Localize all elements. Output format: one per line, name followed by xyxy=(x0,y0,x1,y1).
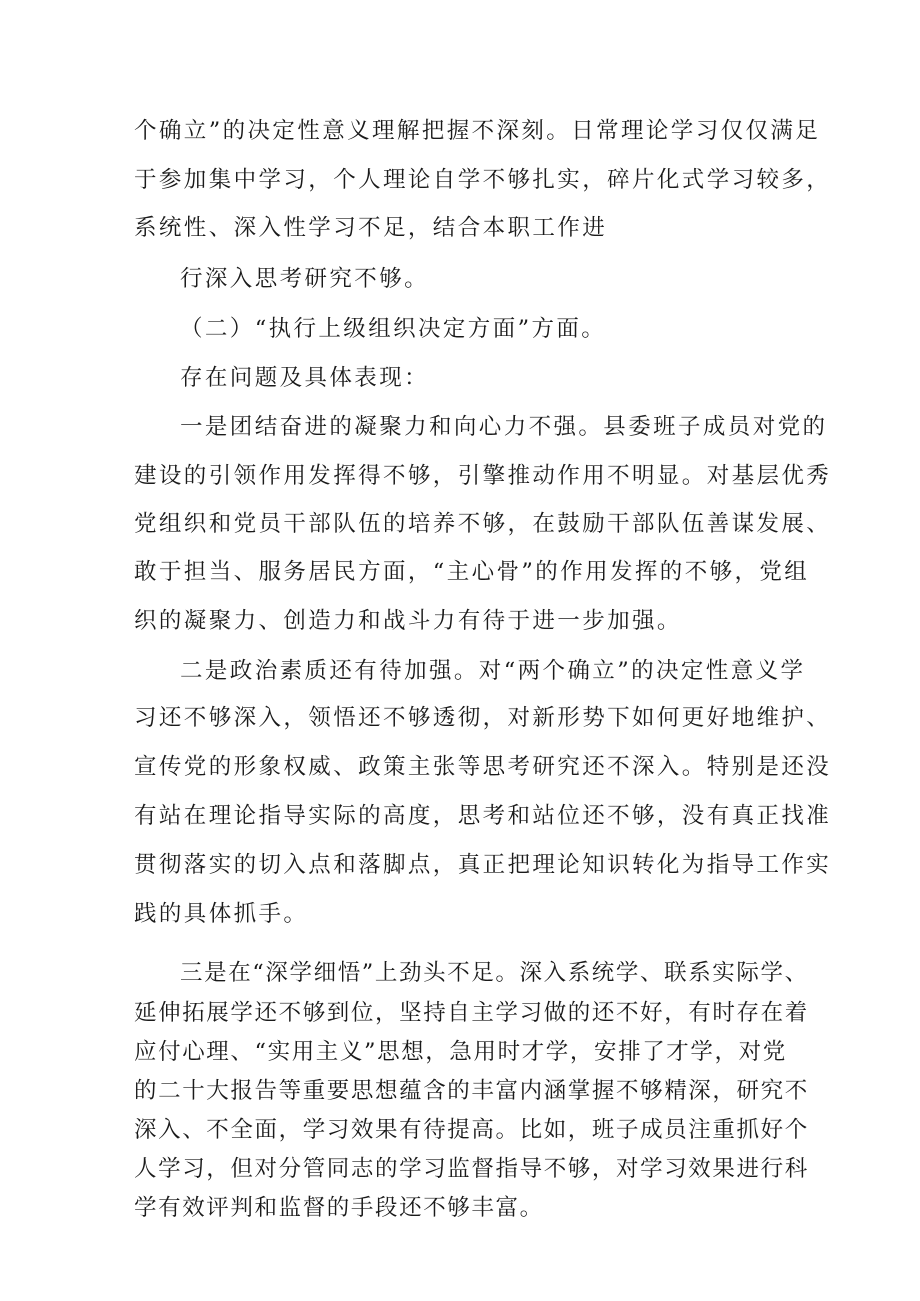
text-line: 三是在“深学细悟”上劲头不足。深入系统学、联系实际学、 xyxy=(180,960,809,986)
text-line: 践的具体抓手。 xyxy=(134,901,309,927)
text-line: 贯彻落实的切入点和落脚点，真正把理论知识转化为指导工作实 xyxy=(134,852,832,878)
text-line: 有站在理论指导实际的高度，思考和站位还不够，没有真正找准 xyxy=(134,803,832,829)
text-line: 深入、不全面，学习效果有待提高。比如，班子成员注重抓好个 xyxy=(134,1117,809,1143)
text-line: 二是政治素质还有待加强。对“两个确立”的决定性意义学 xyxy=(180,658,806,684)
text-line: 习还不够深入，领悟还不够透彻，对新形势下如何更好地维护、 xyxy=(134,705,832,731)
text-line: 行深入思考研究不够。 xyxy=(180,266,430,292)
section-heading: （二）“执行上级组织决定方面”方面。 xyxy=(180,316,607,342)
text-line: 学有效评判和监督的手段还不够丰富。 xyxy=(134,1195,544,1221)
text-line: 党组织和党员干部队伍的培养不够，在鼓励干部队伍善谋发展、 xyxy=(134,511,832,537)
text-line: 宣传党的形象权威、政策主张等思考研究还不深入。特别是还没 xyxy=(134,754,832,780)
text-line: 织的凝聚力、创造力和战斗力有待于进一步加强。 xyxy=(134,608,682,634)
text-line: 人学习，但对分管同志的学习监督指导不够，对学习效果进行科 xyxy=(134,1156,809,1182)
text-line: 延伸拓展学还不够到位，坚持自主学习做的还不好，有时存在着 xyxy=(134,1000,809,1026)
text-line: 存在问题及具体表现： xyxy=(180,365,430,391)
text-line: 一是团结奋进的凝聚力和向心力不强。县委班子成员对党的 xyxy=(180,414,828,440)
text-line: 建设的引领作用发挥得不够，引擎推动作用不明显。对基层优秀 xyxy=(134,463,832,489)
text-line: 个确立”的决定性意义理解把握不深刻。日常理论学习仅仅满足 xyxy=(134,118,821,144)
text-line: 应付心理、“实用主义”思想，急用时才学，安排了才学，对党 xyxy=(134,1039,787,1065)
text-line: 于参加集中学习，个人理论自学不够扎实，碎片化式学习较多， xyxy=(134,167,832,193)
text-line: 系统性、深入性学习不足，结合本职工作进 xyxy=(134,215,608,241)
text-line: 的二十大报告等重要思想蕴含的丰富内涵掌握不够精深，研究不 xyxy=(134,1078,809,1104)
text-line: 敢于担当、服务居民方面，“主心骨”的作用发挥的不够，党组 xyxy=(134,559,810,585)
